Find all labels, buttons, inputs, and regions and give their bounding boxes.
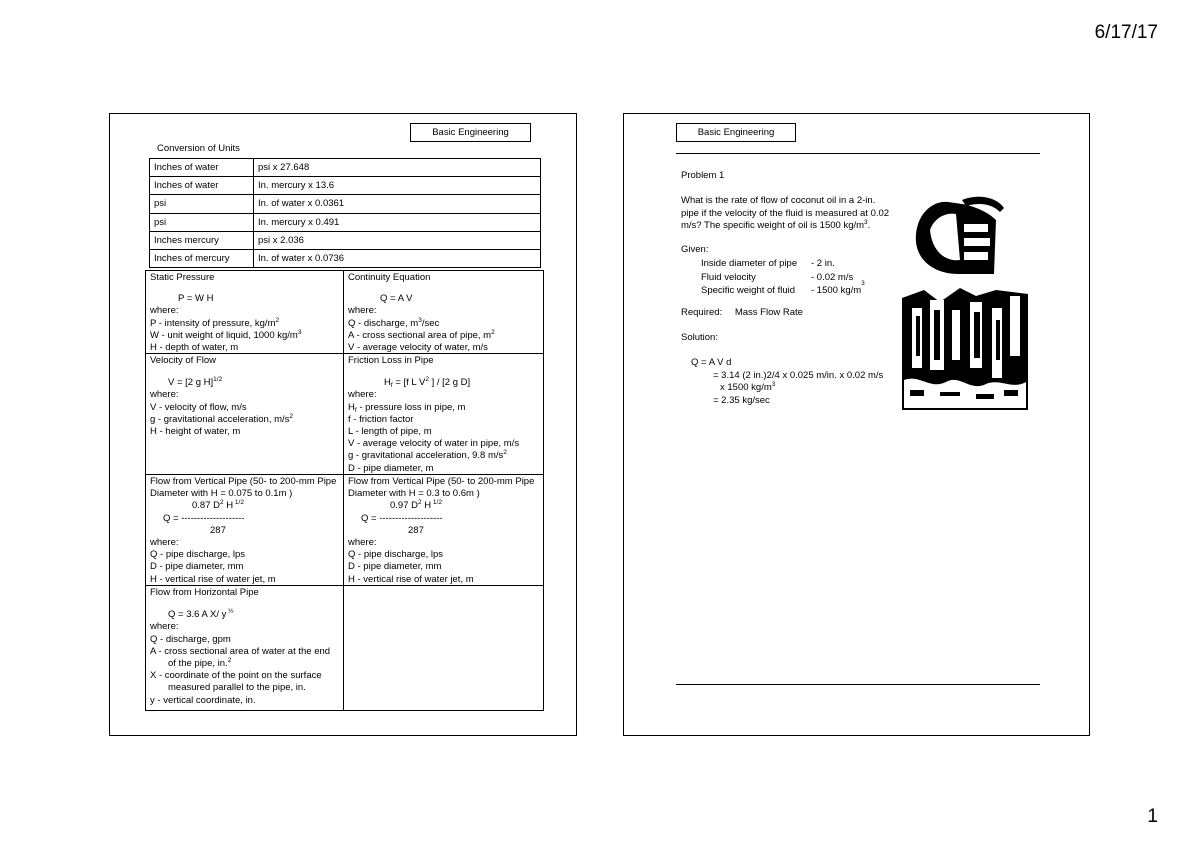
conversion-formula: In. mercury x 13.6 (254, 177, 541, 195)
vertical-line: D - pipe diameter, mm (150, 561, 244, 573)
conversion-row (150, 249, 541, 267)
vertical-title-line: Flow from Vertical Pipe (50- to 200-mm Pipe (150, 476, 337, 487)
where-label: where: (348, 537, 377, 549)
continuity-line: A - cross sectional area of pipe, $m^2$ (348, 328, 495, 341)
vertical-line: Q - pipe discharge, lps (150, 549, 246, 561)
velocity-title: Velocity of Flow (150, 355, 216, 366)
static-pressure-line: H - depth of water, m (150, 342, 239, 354)
page-number: 1 (1147, 806, 1158, 827)
conversion-unit: Inches mercury (150, 231, 254, 249)
vertical-title-line: Flow from Vertical Pipe (50- to 200-mm Pipe (348, 476, 535, 487)
date-header: 6/17/17 (1094, 22, 1158, 43)
friction-title: Friction Loss in Pipe (348, 355, 434, 366)
given-row (701, 271, 865, 285)
vertical-title-line: Diameter with H = 0.3 to 0.6m ) (348, 488, 480, 500)
friction-line: g - gravitational acceleration, 9.8 $m/s^2$ (348, 449, 507, 462)
vertical-line: H - vertical rise of water jet, m (150, 573, 276, 585)
vertical-fraction-bar: Q = -------------------- (163, 512, 245, 524)
friction-line: D - pipe diameter, m (348, 462, 434, 474)
friction-line: L - length of pipe, m (348, 426, 432, 438)
velocity-line: V - velocity of flow, m/s (150, 401, 247, 413)
velocity-line: H - height of water, m (150, 426, 241, 438)
conversion-formula: psi x 2.036 (254, 231, 541, 249)
continuity-cell (343, 270, 544, 354)
horizontal-pipe-cell (145, 585, 344, 711)
given-label-text: Fluid velocity (701, 271, 756, 283)
continuity-line: Q - discharge, $m^3/\sec$ (348, 316, 440, 329)
vertical-line: H - vertical rise of water jet, m (348, 573, 474, 585)
given-label-text: Specific weight of fluid (701, 285, 795, 296)
coconut-shell-icon (916, 197, 1004, 274)
horizontal-formula: Q = 3.6 A X/ y $^{\frac{1}{2}}$ (168, 608, 234, 621)
conversion-row (150, 159, 541, 177)
vertical-denominator: 287 (408, 524, 424, 536)
section-title: Conversion of Units (157, 143, 240, 154)
coconut-oil-illustration (900, 190, 1030, 412)
where-label: where: (150, 305, 179, 317)
friction-formula: $H_f = [f$ L $V^2$ ] / [2 g D] (384, 376, 471, 390)
problem-question: What is the rate of flow of coconut oil in a 2-in. pipe if the velocity of the fluid is measured at 0.02 m/s? The specific weight of oil is 1500 $kg/m^3$. (681, 195, 890, 232)
conversion-row (150, 177, 541, 195)
required-row: Required: Mass Flow Rate (681, 307, 803, 318)
static-pressure-cell (145, 270, 344, 354)
given-row (701, 257, 865, 271)
given-unit-exponent: 3 (861, 280, 865, 287)
empty-cell (343, 585, 544, 711)
horizontal-line: y - vertical coordinate, in. (150, 694, 256, 706)
vertical-line: Q - pipe discharge, lps (348, 549, 444, 561)
static-pressure-line: P - intensity of pressure, $kg/m^2$ (150, 316, 280, 329)
given-row (701, 280, 865, 298)
static-pressure-line: W - unit weight of liquid, 1000 $kg/m^3$ (150, 328, 302, 341)
conversion-unit: Inches of mercury (150, 249, 254, 267)
given-value: - 0.02 m/s (811, 271, 854, 283)
horizontal-line: X - coordinate of the point on the surface (150, 670, 322, 682)
conversion-unit: psi (150, 195, 254, 213)
solution-label: Solution: (681, 332, 718, 343)
vertical-title-line: Diameter with H = 0.075 to 0.1m ) (150, 488, 293, 500)
factory-photo-icon (902, 288, 1028, 410)
horizontal-line: measured parallel to the pipe, in. (168, 682, 306, 694)
vertical-line: D - pipe diameter, mm (348, 561, 442, 573)
vertical-fraction-bar: Q = -------------------- (361, 512, 443, 524)
vertical-numerator: 0.97 $D^2$ H $^{1/2}$ (390, 499, 442, 512)
horizontal-line: of the pipe, in.$^2$ (168, 657, 232, 670)
conversion-formula: psi x 27.648 (254, 159, 541, 177)
conversion-row (150, 231, 541, 249)
conversion-formula: In. of water x 0.0361 (254, 195, 541, 213)
slide-badge: Basic Engineering (410, 123, 531, 142)
vertical-denominator: 287 (210, 524, 226, 536)
given-list (701, 257, 865, 298)
given-label: Given: (681, 244, 709, 255)
vertical-pipe-cell-1 (145, 474, 344, 586)
conversion-unit: Inches of water (150, 177, 254, 195)
bottom-rule (676, 684, 1040, 685)
top-rule (676, 153, 1040, 154)
given-value: - 2 in. (811, 258, 835, 269)
velocity-formula: V = [2 g H]$^{1/2}$ (168, 376, 223, 389)
problem-title: Problem 1 (681, 170, 725, 181)
velocity-cell (145, 353, 344, 475)
conversion-unit: psi (150, 213, 254, 231)
continuity-title: Continuity Equation (348, 272, 431, 283)
conversion-formula: In. mercury x 0.491 (254, 213, 541, 231)
continuity-formula: Q = A V (380, 293, 413, 305)
friction-cell (343, 353, 544, 475)
conversion-row (150, 195, 541, 213)
conversion-formula: In. of water x 0.0736 (254, 249, 541, 267)
friction-line: V - average velocity of water in pipe, m/s (348, 438, 520, 450)
slide-badge: Basic Engineering (676, 123, 796, 142)
slide-conversion-of-units (109, 113, 577, 736)
given-value: - 1500 kg/m (811, 285, 862, 296)
where-label: where: (150, 621, 179, 633)
continuity-line: V - average velocity of water, m/s (348, 342, 488, 354)
static-pressure-title: Static Pressure (150, 272, 215, 283)
static-pressure-formula: P = W H (178, 293, 214, 305)
horizontal-title: Flow from Horizontal Pipe (150, 587, 259, 598)
solution-steps: Q = A V d = 3.14 (2 in.)2/4 x 0.025 m/in. x 0.02 m/s x 1500 $kg/m^3$ = 2.35 kg/sec (691, 357, 884, 406)
where-label: where: (150, 537, 179, 549)
velocity-line: g - gravitational acceleration, $m/s^2$ (150, 412, 294, 425)
conversion-unit: Inches of water (150, 159, 254, 177)
horizontal-line: A - cross sectional area of water at the end (150, 645, 331, 657)
conversion-row (150, 213, 541, 231)
vertical-pipe-cell-2 (343, 474, 544, 586)
given-label-text: Inside diameter of pipe (701, 258, 798, 269)
vertical-numerator: 0.87 $D^2$ H $^{1/2}$ (192, 499, 244, 512)
slide-problem-1 (623, 113, 1090, 736)
where-label: where: (348, 305, 377, 317)
horizontal-line: Q - discharge, gpm (150, 633, 231, 645)
conversion-table (149, 158, 541, 268)
where-label: where: (348, 389, 377, 401)
friction-line: f - friction factor (348, 413, 414, 425)
where-label: where: (150, 389, 179, 401)
friction-line: $H_f$ - pressure loss in pipe, m (348, 401, 466, 414)
